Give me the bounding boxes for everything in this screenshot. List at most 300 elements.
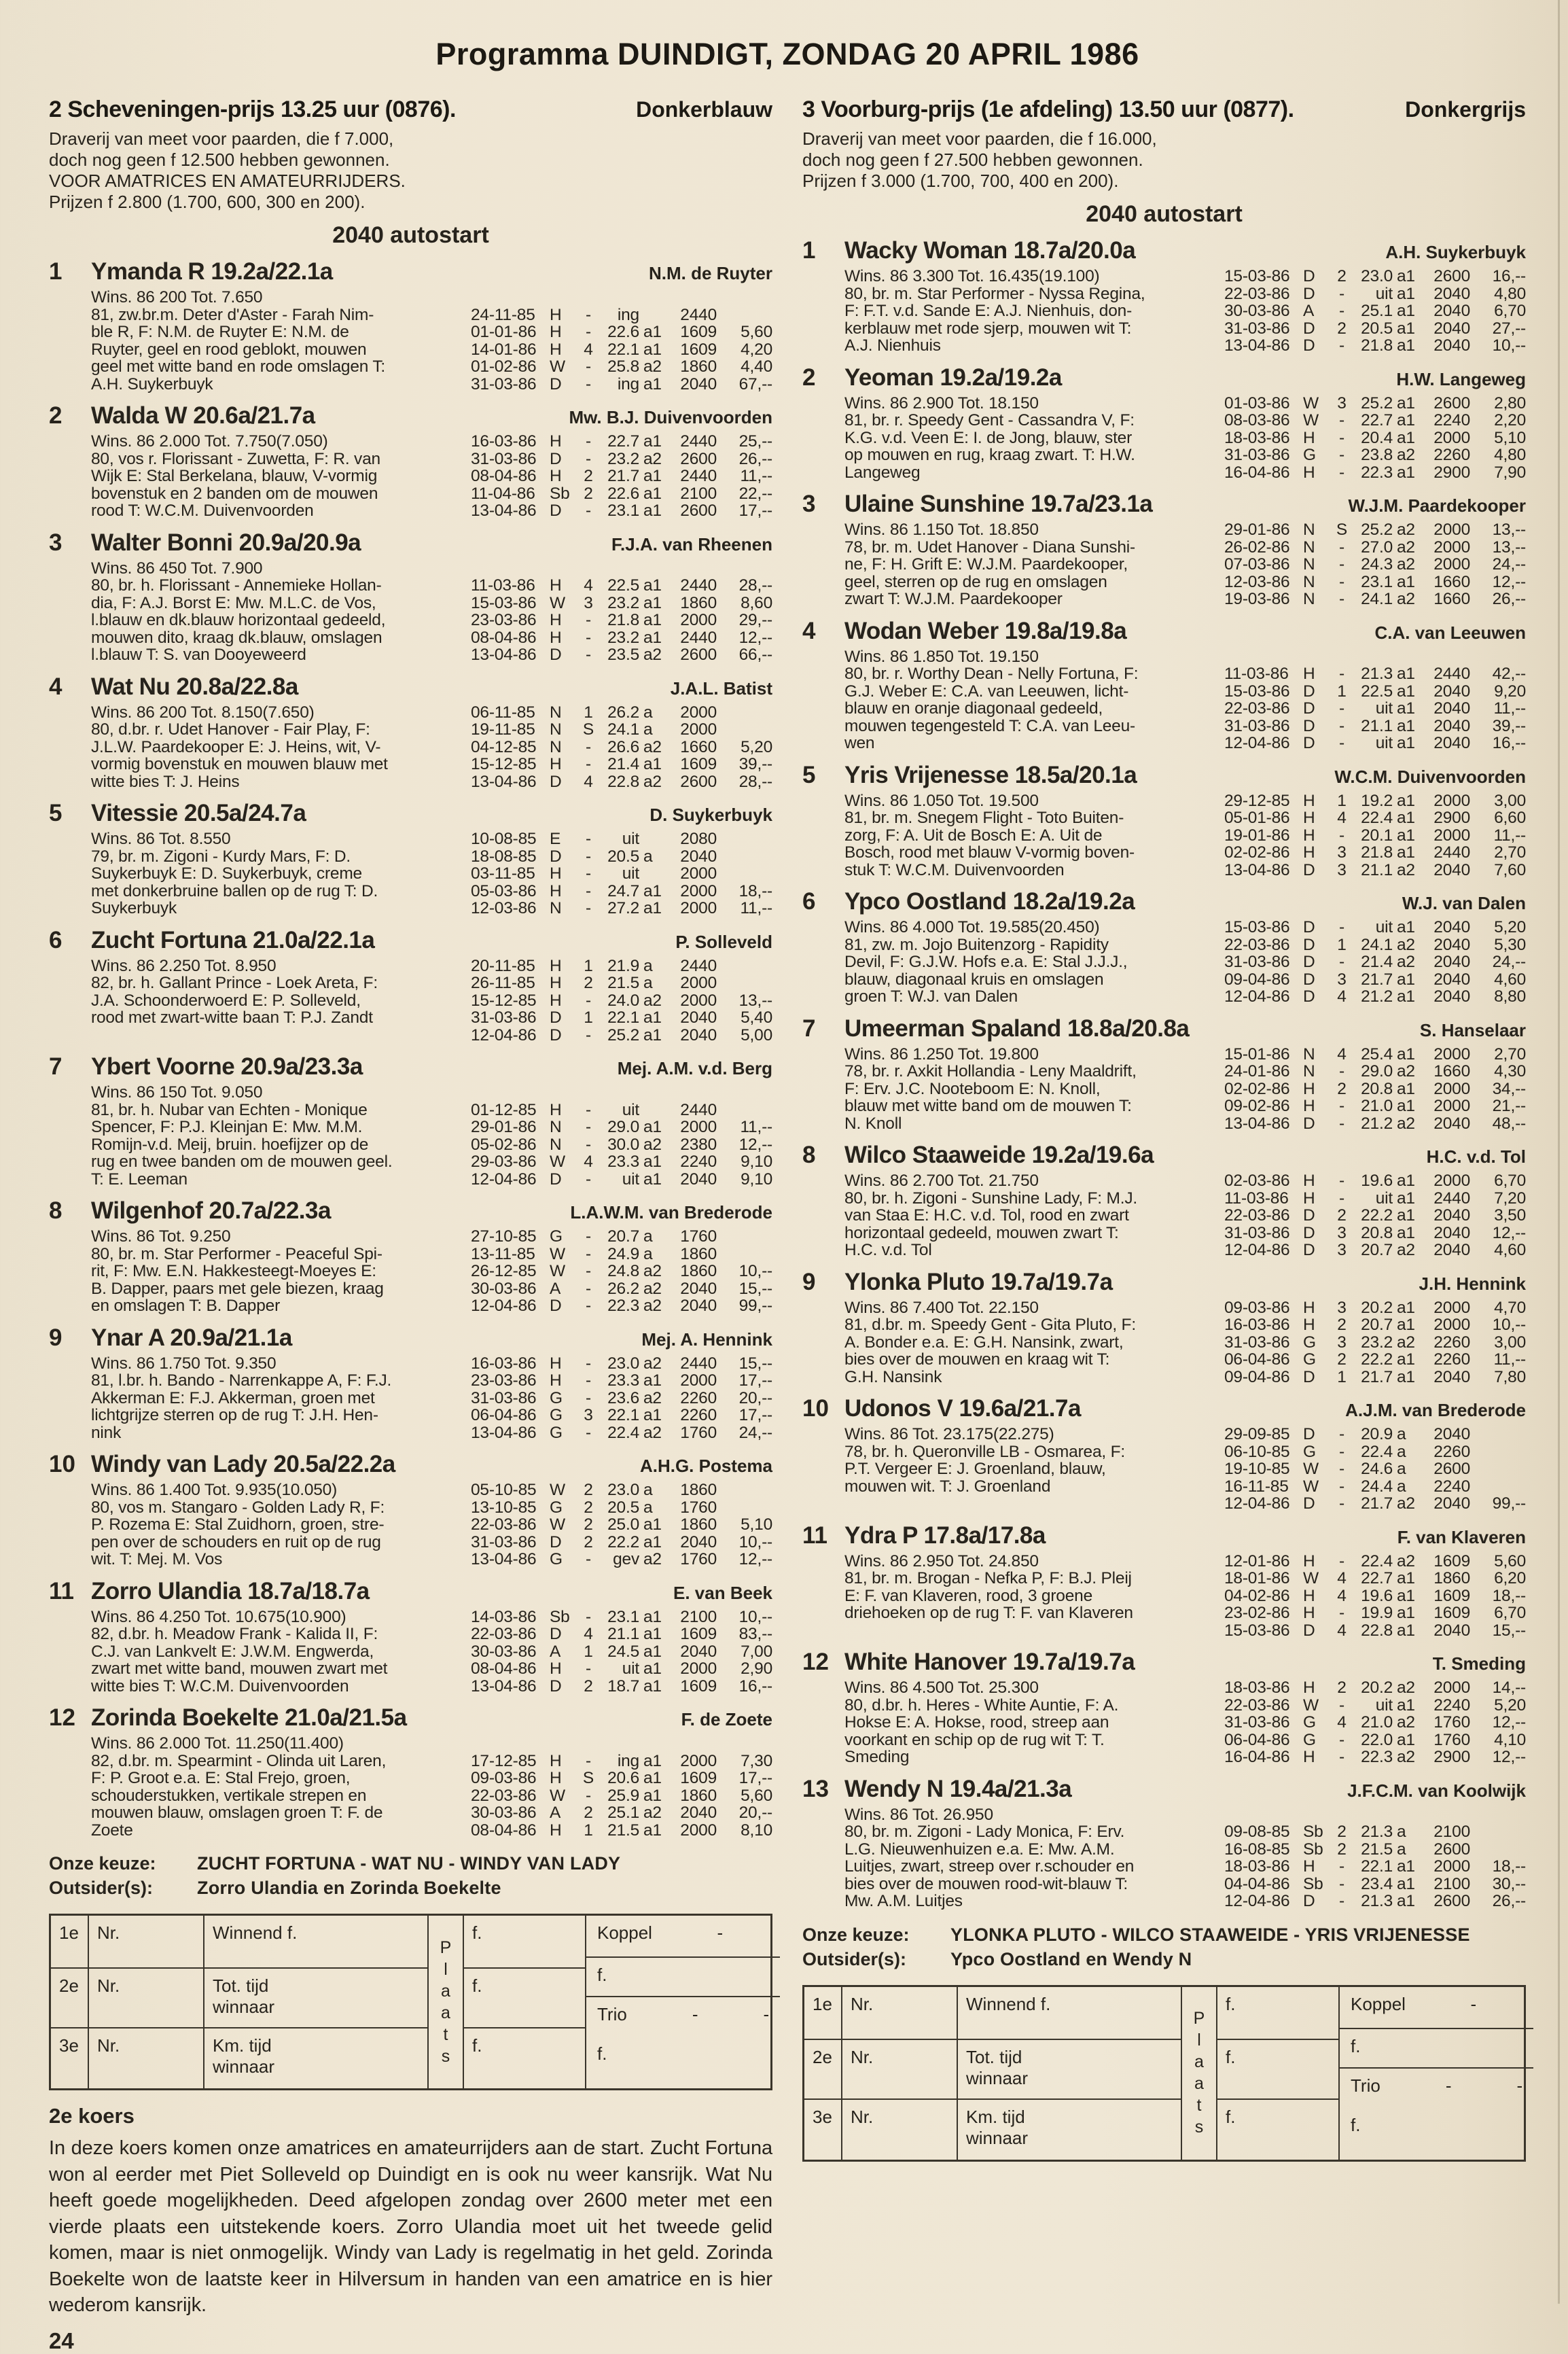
result-track: G: [1303, 446, 1316, 464]
race-section: [802, 96, 1526, 2175]
result-place: -: [586, 847, 591, 866]
line-results: [471, 1481, 772, 1499]
result-track: W: [550, 1515, 565, 1534]
result-odds: 24,--: [738, 1423, 772, 1442]
line-results: [1224, 1478, 1526, 1496]
line-text: 81, br. h. Nubar van Echten - Monique: [91, 1101, 368, 1119]
bet-plaats-column: [429, 1916, 464, 2088]
result-time: uit: [1375, 699, 1393, 718]
entry-lines: [91, 1228, 772, 1315]
result-track: H: [550, 1751, 562, 1770]
result-date: 22-03-86: [1224, 284, 1290, 303]
entry-line: [844, 1299, 1526, 1317]
line-results: [471, 848, 772, 866]
result-time: 23.4: [1361, 1874, 1393, 1893]
result-distance: 2040: [680, 1279, 717, 1298]
result-track: D: [550, 1532, 562, 1551]
result-track: G: [550, 1423, 563, 1442]
line-text: 78, br. m. Udet Hanover - Diana Sunshi-: [844, 538, 1135, 556]
result-distance: 2600: [680, 646, 717, 664]
result-gait: a1: [643, 1821, 662, 1840]
result-place: 1: [1337, 935, 1347, 954]
entry-line: [844, 1460, 1526, 1478]
line-results: [1224, 1697, 1526, 1715]
bet-row2-f: f.: [464, 1969, 586, 2028]
line-results: [471, 1136, 772, 1154]
line-results: [471, 756, 772, 773]
program-number: 4: [802, 617, 816, 644]
race-conditions: [49, 128, 772, 213]
line-text: Suykerbuyk E: D. Suykerbuyk, creme: [91, 865, 362, 883]
entry-line: [844, 591, 1526, 608]
line-results: [471, 612, 772, 629]
result-track: N: [550, 703, 562, 722]
entry-line: [91, 1263, 772, 1280]
result-distance: 2000: [680, 899, 717, 917]
result-gait: a2: [1397, 1114, 1415, 1133]
result-place: -: [586, 1423, 591, 1442]
result-time: 19.2: [1361, 791, 1393, 810]
line-results: [1224, 1443, 1526, 1461]
result-place: 3: [1337, 1223, 1347, 1242]
result-place: -: [586, 323, 591, 341]
result-distance: 2600: [680, 772, 717, 791]
result-gait: a: [1397, 1442, 1406, 1461]
entry-line: [844, 1732, 1526, 1749]
result-time: 24.6: [1361, 1460, 1393, 1478]
result-distance: 1760: [680, 1423, 717, 1442]
line-text: Wins. 86 1.050 Tot. 19.500: [844, 792, 1039, 809]
entry-line: [844, 1495, 1526, 1513]
result-gait: a2: [643, 1423, 662, 1442]
result-track: W: [550, 357, 565, 376]
line-results: [1224, 1570, 1526, 1587]
entry-line: [91, 358, 772, 376]
result-gait: a1: [643, 1625, 662, 1643]
result-gait: a: [643, 1227, 653, 1246]
line-results: [1224, 429, 1526, 447]
result-place: -: [1339, 590, 1344, 608]
line-results: [471, 376, 772, 393]
result-odds: [717, 721, 772, 739]
result-odds: 13,--: [1492, 521, 1526, 539]
result-gait: a2: [643, 772, 662, 791]
driver-name: W.J.M. Paardekooper: [1348, 495, 1526, 516]
result-time: 20.9: [1361, 1425, 1393, 1443]
result-gait: a1: [1397, 1696, 1415, 1715]
result-date: 29-12-85: [1224, 791, 1290, 810]
entry-line: [91, 974, 772, 992]
result-odds: 10,--: [738, 1262, 772, 1280]
driver-name: H.W. Langeweg: [1396, 368, 1526, 389]
result-place: 3: [584, 1406, 593, 1424]
result-place: 2: [1337, 1823, 1347, 1841]
result-place: -: [586, 449, 591, 468]
line-text: Wins. 86 Tot. 9.250: [91, 1228, 231, 1246]
result-date: 02-02-86: [1224, 843, 1290, 862]
entry-line: [844, 792, 1526, 810]
result-distance: 2600: [680, 449, 717, 468]
result-distance: 2040: [680, 374, 717, 393]
result-track: D: [550, 646, 562, 664]
horse-entry: [802, 617, 1526, 752]
driver-name: Mej. A.M. v.d. Berg: [617, 1058, 772, 1078]
result-date: 19-03-86: [1224, 590, 1290, 608]
result-odds: 30,--: [1492, 1874, 1526, 1893]
result-track: H: [1303, 1586, 1315, 1605]
program-number: 9: [802, 1268, 816, 1295]
result-gait: a1: [1397, 1857, 1415, 1876]
outsiders-row: [802, 1947, 1526, 1971]
result-track: H: [1303, 1316, 1315, 1334]
line-text: Wins. 86 2.900 Tot. 18.150: [844, 394, 1039, 412]
result-place: 2: [1337, 319, 1347, 338]
driver-name: P. Solleveld: [675, 931, 772, 952]
result-time: 22.6: [607, 323, 639, 341]
result-distance: 1860: [680, 1515, 717, 1534]
result-time: 23.2: [607, 628, 639, 647]
line-text: N. Knoll: [844, 1114, 902, 1132]
page-crease: [1558, 0, 1560, 2304]
result-distance: 2240: [1433, 1696, 1470, 1715]
result-distance: 2040: [1433, 1114, 1470, 1133]
driver-name: A.J.M. van Brederode: [1345, 1400, 1526, 1420]
entry-line: [844, 1316, 1526, 1334]
line-text: T: E. Leeman: [91, 1170, 188, 1188]
result-odds: 2,90: [741, 1659, 772, 1678]
result-gait: a1: [1397, 572, 1415, 591]
line-text: wit. T: Mej. M. Vos: [91, 1551, 223, 1568]
result-distance: 2600: [1433, 1892, 1470, 1910]
horse-entry: [49, 1577, 772, 1696]
entry-lines: [844, 1172, 1526, 1259]
result-time: uit: [1375, 918, 1393, 936]
result-place: -: [586, 1751, 591, 1770]
line-results: [471, 1424, 772, 1442]
result-track: H: [550, 864, 562, 883]
line-results: [1224, 1841, 1526, 1859]
result-time: 19.6: [1361, 1586, 1393, 1605]
result-distance: 2440: [1433, 665, 1470, 683]
result-date: 11-04-86: [471, 484, 535, 503]
driver-name: L.A.W.M. van Brederode: [570, 1202, 772, 1223]
result-place: -: [1339, 699, 1344, 718]
entry-line: [91, 577, 772, 595]
line-results: [471, 1787, 772, 1805]
horse-name: Zorinda Boekelte 21.0a/21.5a: [91, 1704, 407, 1731]
bet-row2-desc: [204, 1969, 429, 2028]
result-gait: a1: [1397, 1874, 1415, 1893]
horse-entry: [802, 236, 1526, 355]
result-time: 21.3: [1361, 1823, 1393, 1841]
entry-line: [844, 1242, 1526, 1259]
line-text: Wins. 86 2.250 Tot. 8.950: [91, 957, 277, 974]
result-time: 29.0: [1361, 1062, 1393, 1081]
result-date: 26-11-85: [471, 974, 535, 992]
line-results: [471, 883, 772, 900]
program-number: 6: [802, 888, 816, 915]
horse-entry: [49, 1197, 772, 1315]
line-results: [471, 1753, 772, 1770]
result-distance: 1860: [680, 1786, 717, 1805]
result-odds: 66,--: [738, 646, 772, 664]
result-place: S: [582, 720, 594, 739]
driver-name: S. Hanselaar: [1419, 1019, 1526, 1040]
line-results: [471, 1678, 772, 1696]
result-place: 3: [1337, 1333, 1347, 1352]
result-distance: 2000: [680, 1118, 717, 1136]
result-track: W: [550, 1481, 565, 1499]
result-date: 06-04-86: [1224, 1350, 1290, 1369]
result-gait: a: [1397, 1460, 1406, 1478]
race-condition-line: doch nog geen f 12.500 hebben gewonnen.: [49, 150, 390, 170]
result-distance: 1760: [680, 1498, 717, 1517]
result-odds: [717, 1228, 772, 1246]
result-time: 24.1: [1361, 590, 1393, 608]
line-results: [471, 1355, 772, 1373]
result-gait: a2: [1397, 1551, 1415, 1570]
koppel-dash: -: [1470, 1993, 1477, 2014]
line-results: [1224, 1426, 1526, 1443]
line-results: [1224, 1553, 1526, 1570]
result-date: 31-03-86: [471, 1388, 537, 1407]
entry-line: [844, 1841, 1526, 1859]
result-odds: 11,--: [740, 1118, 772, 1136]
result-place: -: [586, 755, 591, 773]
result-gait: a2: [643, 1262, 662, 1280]
result-time: 21.7: [1361, 1494, 1393, 1513]
result-place: -: [586, 1170, 591, 1189]
result-odds: 10,--: [1492, 1316, 1526, 1334]
result-date: 05-01-86: [1224, 809, 1290, 827]
result-time: uit: [1375, 734, 1393, 752]
result-place: -: [1339, 1748, 1344, 1766]
line-text: E: F. van Klaveren, rood, 3 groene: [844, 1587, 1093, 1604]
result-place: -: [1339, 1551, 1344, 1570]
horse-entry: [49, 1704, 772, 1839]
entry-header: [49, 1450, 772, 1480]
result-odds: 4,60: [1494, 1241, 1526, 1259]
entry-line: [91, 992, 772, 1010]
line-text: 82, br. h. Gallant Prince - Loek Areta, F:: [91, 974, 378, 992]
result-place: 4: [1337, 1621, 1347, 1640]
result-odds: 3,50: [1494, 1206, 1526, 1225]
line-text: mouwen wit. T: J. Groenland: [844, 1477, 1051, 1495]
result-place: -: [586, 357, 591, 376]
program-number: 1: [802, 237, 816, 264]
result-time: 27.2: [607, 899, 639, 917]
line-results: [471, 451, 772, 468]
line-text: Bosch, rood met blauw V-vormig boven-: [844, 844, 1135, 862]
entry-line: [91, 1499, 772, 1517]
result-odds: 22,--: [738, 484, 772, 503]
result-odds: 2,70: [1494, 1044, 1526, 1064]
result-gait: a1: [1397, 699, 1415, 718]
result-date: 13-04-86: [471, 646, 537, 664]
bet-row1-f: f.: [1217, 1987, 1340, 2040]
result-time: 21.8: [1361, 843, 1393, 862]
result-date: 31-03-86: [1224, 716, 1290, 735]
result-odds: 2,80: [1494, 393, 1526, 412]
entry-line: [844, 648, 1526, 666]
result-odds: 8,60: [741, 593, 772, 612]
result-time: 20.8: [1361, 1079, 1393, 1098]
result-distance: 2040: [1433, 935, 1470, 954]
line-text: l.blauw en dk.blauw horizontaal gedeeld,: [91, 612, 386, 629]
result-odds: [1470, 1823, 1526, 1841]
result-odds: 17,--: [738, 1371, 772, 1390]
entry-line: [91, 1228, 772, 1246]
line-text: rug en twee banden om de mouwen geel.: [91, 1153, 393, 1171]
program-number: 7: [802, 1015, 816, 1042]
result-place: -: [586, 881, 591, 900]
result-time: uit: [622, 1100, 639, 1119]
result-date: 06-04-86: [1224, 1730, 1290, 1749]
result-time: 21.2: [1361, 987, 1393, 1006]
result-distance: 2600: [1433, 1840, 1470, 1859]
result-place: -: [1339, 1097, 1344, 1115]
result-time: 22.5: [607, 576, 639, 595]
result-odds: [717, 958, 772, 975]
entry-line: [91, 1297, 772, 1315]
plaats-letter: a: [441, 1981, 450, 2001]
result-track: D: [1303, 1114, 1315, 1133]
line-results: [1224, 1351, 1526, 1369]
entry-lines: [91, 704, 772, 791]
result-distance: 2040: [1433, 953, 1470, 971]
line-results: [471, 595, 772, 612]
entry-lines: [91, 1735, 772, 1839]
horse-entry: [802, 1141, 1526, 1259]
line-text: 80, d.br. h. Heres - White Auntie, F: A.: [844, 1696, 1119, 1714]
line-results: [1224, 1622, 1526, 1640]
result-date: 08-04-86: [471, 1659, 537, 1678]
result-distance: 1660: [1433, 572, 1470, 591]
result-place: -: [586, 432, 591, 451]
result-date: 30-03-86: [471, 1804, 537, 1822]
result-distance: 2000: [680, 1821, 717, 1840]
result-distance: 2440: [680, 956, 717, 975]
result-odds: 12,--: [738, 1135, 772, 1154]
result-odds: 11,--: [1493, 826, 1526, 845]
result-time: 20.1: [1361, 826, 1393, 845]
line-results: [471, 1372, 772, 1390]
result-distance: 1609: [680, 1676, 717, 1696]
result-time: 21.3: [1361, 1892, 1393, 1910]
line-text: 80, br. h. Florissant - Annemieke Hollan-: [91, 577, 382, 595]
result-gait: a: [643, 974, 653, 992]
line-text: bovenstuk en 2 banden om de mouwen: [91, 485, 378, 502]
result-time: 25.2: [607, 1025, 639, 1044]
line-text: mouwen tegengesteld T: C.A. van Leeu-: [844, 717, 1135, 735]
line-results: [471, 306, 772, 324]
horse-entry: [802, 761, 1526, 879]
result-gait: a1: [1397, 319, 1415, 338]
result-odds: [717, 1481, 772, 1499]
entry-line: [844, 1207, 1526, 1225]
driver-name: W.J. van Dalen: [1402, 893, 1526, 913]
result-place: -: [1339, 555, 1344, 574]
line-results: [471, 468, 772, 485]
result-odds: 4,70: [1494, 1298, 1526, 1317]
result-time: 23.3: [607, 1371, 639, 1390]
result-distance: 2000: [680, 1659, 717, 1678]
result-track: D: [550, 502, 562, 520]
result-odds: 5,20: [741, 737, 772, 756]
result-place: 2: [1337, 1840, 1347, 1859]
result-distance: 2040: [1433, 1206, 1470, 1225]
result-place: -: [1339, 336, 1344, 355]
result-place: -: [586, 1550, 591, 1568]
result-date: 22-03-86: [471, 1515, 537, 1534]
line-text: wen: [844, 735, 875, 752]
entry-line: [91, 1153, 772, 1171]
result-time: 24.5: [607, 1642, 639, 1661]
result-odds: 34,--: [1492, 1079, 1526, 1098]
line-results: [1224, 556, 1526, 574]
result-place: 4: [1337, 809, 1347, 827]
result-track: W: [1303, 393, 1319, 412]
line-text: groen T: W.J. van Dalen: [844, 988, 1018, 1006]
line-text: Wins. 86 Tot. 23.175(22.275): [844, 1426, 1054, 1443]
result-date: 18-03-86: [1224, 428, 1290, 447]
entry-line: [844, 1679, 1526, 1697]
result-track: D: [1303, 860, 1315, 879]
line-text: ble R, F: N.M. de Ruyter E: N.M. de: [91, 323, 349, 341]
result-track: H: [550, 1371, 562, 1390]
trio-dash: -: [763, 2004, 770, 2024]
bet-row1-nr: Nr.: [842, 1987, 958, 2040]
result-distance: 2000: [680, 720, 717, 739]
result-place: 4: [584, 1625, 593, 1643]
result-odds: [1470, 1443, 1526, 1461]
result-place: -: [586, 1388, 591, 1407]
line-text: zwart met witte band, mouwen zwart met: [91, 1660, 388, 1678]
line-text: Wins. 86 1.250 Tot. 19.800: [844, 1045, 1039, 1063]
result-time: uit: [1375, 1696, 1393, 1715]
result-time: 23.1: [607, 1607, 639, 1626]
result-track: D: [1303, 734, 1315, 752]
result-gait: a1: [1397, 1223, 1415, 1242]
result-gait: a1: [643, 374, 662, 393]
result-odds: 11,--: [740, 467, 772, 485]
entry-line: [91, 1407, 772, 1424]
result-gait: a1: [1397, 1586, 1415, 1605]
result-time: 30.0: [607, 1135, 639, 1154]
bet-row3-desc-line2: winnaar: [966, 2127, 1029, 2148]
driver-name: Mw. B.J. Duivenvoorden: [569, 407, 772, 427]
result-odds: 6,70: [1494, 302, 1526, 320]
result-place: 4: [1337, 1713, 1347, 1732]
result-place: -: [586, 1607, 591, 1626]
result-gait: [639, 865, 671, 883]
driver-name: T. Smeding: [1432, 1653, 1526, 1674]
bet-row1-f: f.: [464, 1916, 586, 1969]
entry-line: [844, 285, 1526, 303]
entry-lines: [91, 433, 772, 520]
result-odds: 12,--: [738, 1550, 772, 1568]
result-gait: a2: [643, 1354, 662, 1373]
result-distance: 2380: [680, 1135, 717, 1154]
entry-line: [844, 320, 1526, 338]
result-time: gev: [613, 1550, 639, 1568]
result-date: 05-03-86: [471, 881, 537, 900]
line-text: kerblauw met rode sjerp, mouwen wit T:: [844, 319, 1132, 337]
line-text: 81, zw.br.m. Deter d'Aster - Farah Nim-: [91, 306, 374, 323]
result-place: 3: [1337, 860, 1347, 879]
result-track: D: [1303, 1206, 1315, 1225]
result-place: -: [586, 1262, 591, 1280]
